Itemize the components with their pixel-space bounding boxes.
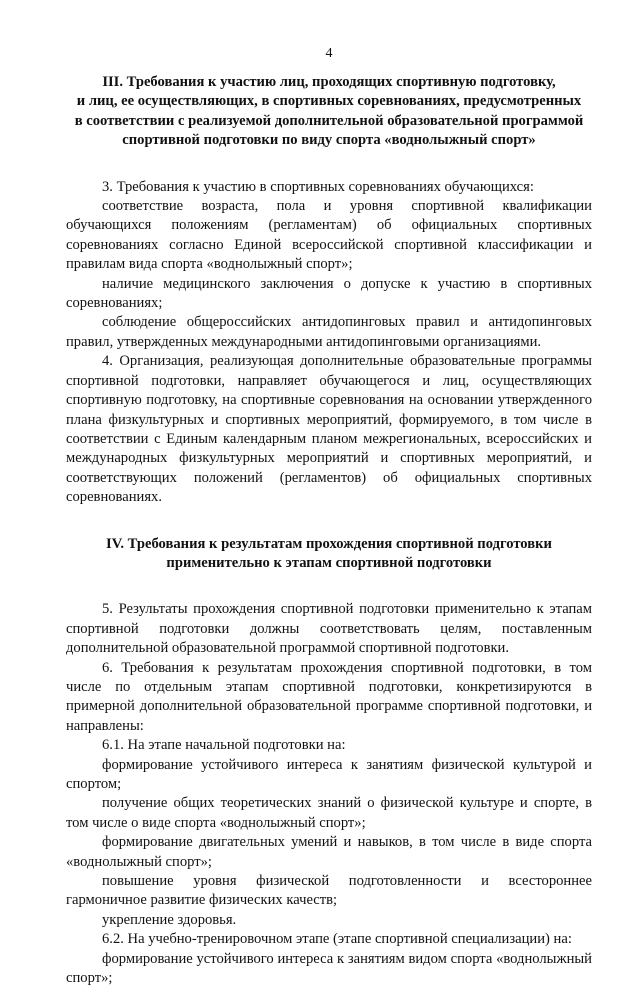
section-3-heading-line: III. Требования к участию лиц, проходящих спортивную подготовку,	[102, 74, 556, 90]
section-3-heading-line: спортивной подготовки по виду спорта «воднолыжный спорт»	[122, 132, 536, 149]
section-4-heading	[66, 535, 592, 574]
paragraph: формирование двигательных умений и навыков, в том числе в виде спорта «воднолыжный спорт»;	[66, 834, 592, 870]
paragraph: 5. Результаты прохождения спортивной подготовки применительно к этапам спортивной подготовки должны соответствовать целям, поставленным дополнительной образовательной программой спортивной подготовки.	[66, 601, 592, 657]
section-3-heading-line: в соответствии с реализуемой дополнительной образовательной программой	[74, 112, 584, 129]
paragraph: 3. Требования к участию в спортивных соревнованиях обучающихся:	[102, 178, 534, 195]
paragraph: повышение уровня физической подготовленности и всестороннее гармоничное развитие физических качеств;	[66, 873, 592, 909]
paragraph: получение общих теоретических знаний о физической культуре и спорте, в том числе о виде спорта «воднолыжный спорт»;	[66, 795, 592, 831]
section-3-body	[66, 178, 592, 508]
paragraph: формирование устойчивого интереса к занятиям физической культурой и спортом;	[66, 756, 592, 792]
page-number: 4	[325, 46, 333, 61]
paragraph: 4. Организация, реализующая дополнительные образовательные программы спортивной подготовки, направляет обучающегося и лиц, осуществляющих спортивную подготовку, на спортивные соревнования на основании утвержденного плана физкультурных и спортивных мероприятий, формируемого, в том числе в соответствии с Единым календарным планом межрегиональных, всероссийских и международных физкультурных мероприятий и спортивных мероприятий, и соответствующих положений (регламентов) об официальных спортивных соревнованиях.	[66, 353, 592, 506]
paragraph: 6. Требования к результатам прохождения спортивной подготовки, в том числе по отдельным этапам спортивной подготовки, конкретизируются в примерной дополнительной образовательной программе спортивной подготовки, и направлены:	[66, 659, 592, 734]
paragraph: наличие медицинского заключения о допуске к участию в спортивных соревнованиях;	[66, 275, 592, 312]
section-3-heading-line: и лиц, ее осуществляющих, в спортивных соревнованиях, предусмотренных	[76, 93, 582, 110]
paragraph: формирование устойчивого интереса к занятиям видом спорта «воднолыжный спорт»;	[66, 950, 592, 987]
paragraph: соответствие возраста, пола и уровня спортивной квалификации обучающихся положениям (регламентам) об официальных спортивных соревнованиях согласно Единой всероссийской спортивной классификации и правилам вида спорта «воднолыжный спорт»;	[66, 198, 592, 273]
section-4-body	[66, 600, 592, 988]
section-4-heading-line: применительно к этапам спортивной подготовки	[166, 554, 492, 571]
paragraph: укрепление здоровья.	[102, 911, 237, 928]
paragraph: 6.2. На учебно-тренировочном этапе (этапе спортивной специализации) на:	[102, 931, 572, 948]
section-4-heading-line: IV. Требования к результатам прохождения спортивной подготовки	[106, 535, 552, 552]
section-3-heading	[66, 73, 592, 151]
paragraph: соблюдение общероссийских антидопинговых правил и антидопинговых правил, утвержденных международными антидопинговыми организациями.	[66, 314, 592, 350]
paragraph: 6.1. На этапе начальной подготовки на:	[102, 737, 346, 754]
